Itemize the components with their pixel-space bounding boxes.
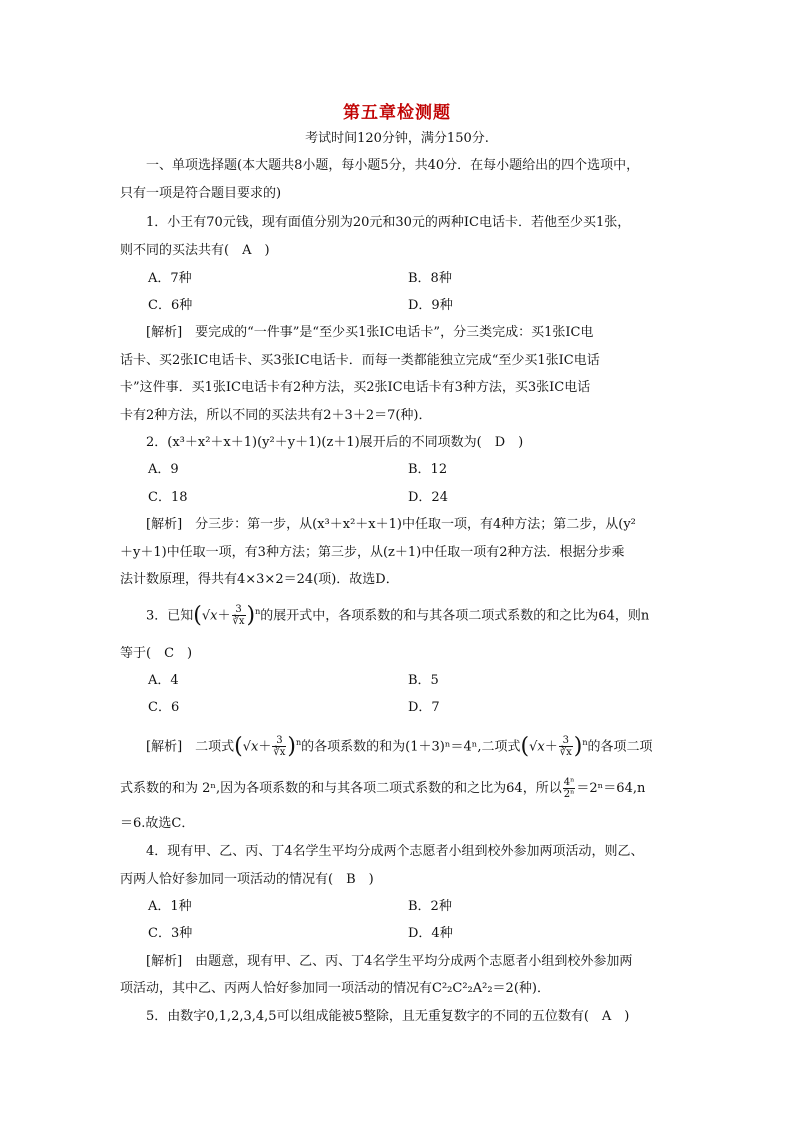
formula-paren: ): [246, 602, 256, 628]
q3-option-b: B．5: [408, 673, 439, 688]
q1-stem: 1．小王有70元钱，现有面值分别为20元和30元的两种IC电话卡．若他至少买1张，: [146, 215, 631, 230]
formula-exponent: n: [296, 738, 302, 747]
q2-stem: 2．(x³＋x²＋x＋1)(y²＋y＋1)(z＋1)展开后的不同项数为( D ): [146, 435, 524, 450]
formula-paren: ): [287, 733, 297, 759]
q4-option-a: A．1种: [148, 899, 192, 914]
formula-fraction: [559, 735, 573, 758]
q3-stem-suffix: 的展开式中，各项系数的和与其各项二项式系数的和之比为64，则n: [260, 608, 650, 624]
q1-analysis: 卡”这件事．买1张IC电话卡有2种方法，买2张IC电话卡有3种方法，买3张IC电话: [120, 380, 591, 395]
q3-analysis: [120, 777, 645, 800]
q1-stem-cont: 则不同的买法共有( A ): [120, 243, 270, 258]
formula-exponent: n: [255, 607, 261, 616]
fraction-denominator: ∛x: [232, 616, 245, 628]
q1-option-b: B．8种: [408, 271, 452, 286]
q2-analysis: 法计数原理，得共有4×3×2＝24(项)．故选D．: [120, 572, 399, 587]
fraction-denominator: 2ⁿ: [563, 789, 575, 800]
q3-analysis: [146, 734, 653, 758]
formula-root: √x＋: [242, 739, 272, 755]
q3-option-d: D．7: [408, 700, 440, 715]
q1-option-d: D．9种: [408, 298, 453, 313]
q3-option-c: C．6: [148, 700, 180, 715]
q3-option-a: A．4: [148, 673, 179, 688]
q2-option-a: A．9: [148, 462, 179, 477]
page-title: 第五章检测题: [343, 103, 451, 123]
fraction-denominator: ∛x: [559, 747, 572, 759]
formula-paren: (: [520, 733, 530, 759]
q2-option-c: C．18: [148, 490, 188, 505]
analysis-text: 的各项系数的和为(1＋3)ⁿ＝4ⁿ,二项式: [301, 739, 521, 755]
formula-fraction: [563, 777, 576, 800]
formula-root: √x＋: [201, 608, 231, 624]
q4-stem: 4．现有甲、乙、丙、丁4名学生平均分成两个志愿者小组到校外参加两项活动，则乙、: [146, 844, 644, 859]
q5-stem: 5．由数字0,1,2,3,4,5可以组成能被5整除，且无重复数字的不同的五位数有( A ): [146, 1009, 630, 1024]
analysis-text: ＝2ⁿ＝64,n: [576, 781, 646, 796]
q4-analysis: 项活动，其中乙、丙两人恰好参加同一项活动的情况有C²₂C²₂A²₂＝2(种)．: [120, 981, 550, 996]
q2-analysis: ＋y＋1)中任取一项，有3种方法；第三步，从(z＋1)中任取一项有2种方法．根据分步乘: [120, 545, 625, 560]
fraction-denominator: ∛x: [273, 747, 286, 759]
q3-stem: [146, 603, 649, 627]
q1-option-c: C．6种: [148, 298, 193, 313]
q3-stem-cont: 等于( C ): [120, 646, 193, 661]
analysis-text: [解析] 二项式: [146, 739, 235, 755]
formula-paren: ): [573, 733, 583, 759]
exam-info: 考试时间120分钟，满分150分.: [305, 131, 489, 146]
q4-stem-cont: 丙两人恰好参加同一项活动的情况有( B ): [120, 872, 374, 887]
fraction-numerator: 3: [562, 735, 569, 747]
section-heading: 一、单项选择题(本大题共8小题，每小题5分，共40分．在每小题给出的四个选项中，: [146, 158, 640, 173]
q1-analysis: 话卡、买2张IC电话卡、买3张IC电话卡．而每一类都能独立完成“至少买1张IC电话: [120, 353, 600, 368]
q2-option-b: B．12: [408, 462, 448, 477]
analysis-text: 式系数的和为 2ⁿ,因为各项系数的和与其各项二项式系数的和之比为64，所以: [120, 781, 562, 796]
formula-paren: (: [234, 733, 243, 759]
q2-analysis: [解析] 分三步：第一步，从(x³＋x²＋x＋1)中任取一项，有4种方法；第二步，从(y²: [146, 517, 636, 532]
fraction-numerator: 3: [276, 735, 283, 747]
q4-option-d: D．4种: [408, 926, 453, 941]
fraction-numerator: 3: [235, 604, 242, 616]
q3-stem-prefix: 3．已知: [146, 608, 194, 624]
q1-option-a: A．7种: [148, 271, 192, 286]
formula-exponent: n: [582, 738, 588, 747]
q3-analysis: ＝6.故选C．: [120, 816, 195, 831]
formula-paren: (: [193, 602, 202, 628]
q1-analysis: [解析] 要完成的“一件事”是“至少买1张IC电话卡”，分三类完成：买1张IC电: [146, 325, 594, 340]
q4-option-b: B．2种: [408, 899, 452, 914]
q1-analysis: 卡有2种方法，所以不同的买法共有2＋3＋2＝7(种)．: [120, 408, 432, 423]
fraction-numerator: 4ⁿ: [563, 777, 575, 788]
q4-analysis: [解析] 由题意，现有甲、乙、丙、丁4名学生平均分成两个志愿者小组到校外参加两: [146, 954, 633, 969]
formula-fraction: [232, 604, 246, 627]
section-heading-cont: 只有一项是符合题目要求的): [120, 186, 282, 201]
analysis-text: 的各项二项: [587, 739, 653, 755]
q2-option-d: D．24: [408, 490, 448, 505]
formula-root: √x＋: [529, 739, 558, 755]
formula-fraction: [272, 735, 286, 758]
q4-option-c: C．3种: [148, 926, 193, 941]
